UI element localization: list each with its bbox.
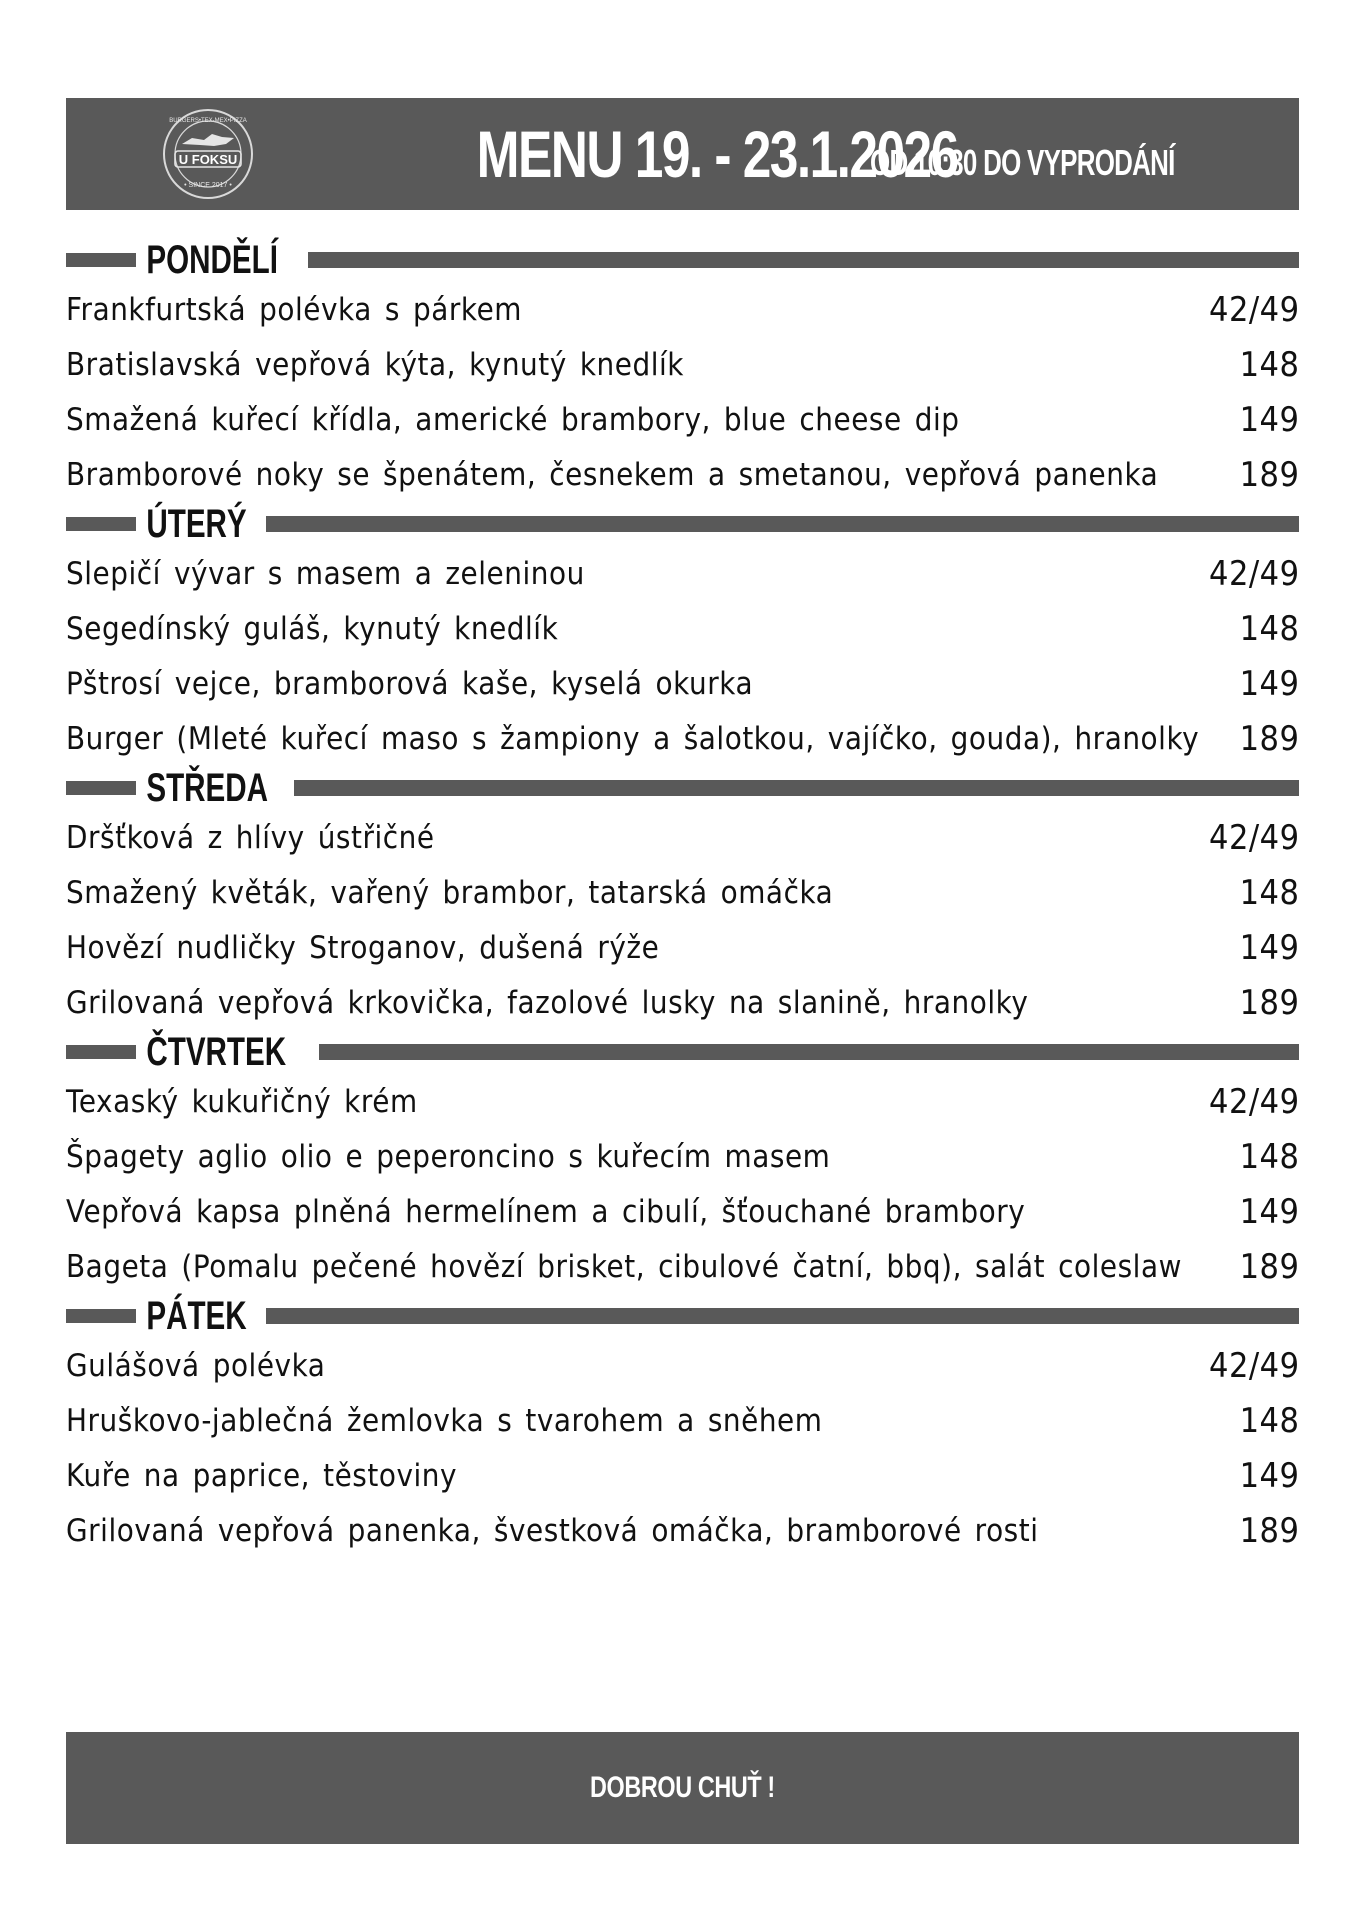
menu-subtitle: OD 10:30 DO VYPRODÁNÍ xyxy=(869,142,1175,183)
item-price: 149 xyxy=(1239,663,1299,704)
item-name: Vepřová kapsa plněná hermelínem a cibulí, šťouchané brambory xyxy=(66,1193,1026,1230)
item-price: 148 xyxy=(1239,872,1299,913)
menu-item xyxy=(66,1074,1299,1129)
item-name: Smažený květák, vařený brambor, tatarská omáčka xyxy=(66,874,834,911)
item-price: 148 xyxy=(1239,1400,1299,1441)
item-name: Bratislavská vepřová kýta, kynutý knedlík xyxy=(66,346,684,383)
item-name: Texaský kukuřičný krém xyxy=(66,1083,418,1120)
day-header xyxy=(66,1030,1299,1074)
divider xyxy=(66,517,136,531)
footer-text: DOBROU CHUŤ ! xyxy=(590,1771,775,1804)
menu-item xyxy=(66,392,1299,447)
item-price: 149 xyxy=(1239,927,1299,968)
item-name: Hovězí nudličky Stroganov, dušená rýže xyxy=(66,929,660,966)
header-banner xyxy=(66,98,1299,210)
logo-ring-text: BURGERS•TEX-MEX•PIZZA xyxy=(169,118,247,124)
menu-item xyxy=(66,656,1299,711)
item-name: Gulášová polévka xyxy=(66,1347,326,1384)
menu-item xyxy=(66,601,1299,656)
divider xyxy=(266,1308,1299,1324)
menu-item xyxy=(66,447,1299,502)
day-header xyxy=(66,502,1299,546)
menu-item xyxy=(66,1239,1299,1294)
menu-item xyxy=(66,337,1299,392)
item-price: 189 xyxy=(1239,718,1299,759)
menu-item xyxy=(66,1448,1299,1503)
menu-item xyxy=(66,1503,1299,1558)
item-price: 149 xyxy=(1239,399,1299,440)
item-price: 189 xyxy=(1239,1510,1299,1551)
item-name: Grilovaná vepřová panenka, švestková omáčka, bramborové rosti xyxy=(66,1512,1039,1549)
item-name: Pštrosí vejce, bramborová kaše, kyselá okurka xyxy=(66,665,754,702)
divider xyxy=(266,516,1299,532)
item-name: Hruškovo-jablečná žemlovka s tvarohem a sněhem xyxy=(66,1402,823,1439)
item-price: 149 xyxy=(1239,1191,1299,1232)
day-section xyxy=(66,766,1299,1030)
menu-title: MENU 19. - 23.1.2026 xyxy=(476,117,958,191)
day-section xyxy=(66,238,1299,502)
item-price: 42/49 xyxy=(1208,289,1299,330)
day-name: PONDĚLÍ xyxy=(146,237,278,282)
menu-item xyxy=(66,1184,1299,1239)
item-price: 42/49 xyxy=(1208,1345,1299,1386)
menu-item xyxy=(66,810,1299,865)
item-price: 148 xyxy=(1239,608,1299,649)
day-header xyxy=(66,766,1299,810)
divider xyxy=(308,252,1299,268)
item-name: Grilovaná vepřová krkovička, fazolové lusky na slanině, hranolky xyxy=(66,984,1029,1021)
divider xyxy=(294,780,1299,796)
item-name: Segedínský guláš, kynutý knedlík xyxy=(66,610,559,647)
menu-item xyxy=(66,865,1299,920)
day-header xyxy=(66,1294,1299,1338)
divider xyxy=(319,1044,1299,1060)
item-name: Bramborové noky se špenátem, česnekem a smetanou, vepřová panenka xyxy=(66,456,1159,493)
day-name: ČTVRTEK xyxy=(146,1029,287,1074)
day-section xyxy=(66,502,1299,766)
menu-item xyxy=(66,1338,1299,1393)
item-price: 148 xyxy=(1239,344,1299,385)
menu-item xyxy=(66,711,1299,766)
day-section xyxy=(66,1294,1299,1558)
day-name: STŘEDA xyxy=(146,765,269,810)
day-name: PÁTEK xyxy=(146,1293,247,1338)
menu-item xyxy=(66,920,1299,975)
divider xyxy=(66,1309,136,1323)
menu-item xyxy=(66,282,1299,337)
item-name: Smažená kuřecí křídla, americké brambory, blue cheese dip xyxy=(66,401,960,438)
item-price: 42/49 xyxy=(1208,1081,1299,1122)
item-price: 189 xyxy=(1239,454,1299,495)
item-name: Slepičí vývar s masem a zeleninou xyxy=(66,555,585,592)
item-price: 189 xyxy=(1239,982,1299,1023)
item-name: Burger (Mleté kuřecí maso s žampiony a šalotkou, vajíčko, gouda), hranolky xyxy=(66,720,1200,757)
item-name: Špagety aglio olio e peperoncino s kuřecím masem xyxy=(66,1138,831,1175)
item-price: 42/49 xyxy=(1208,553,1299,594)
item-name: Dršťková z hlívy ústřičné xyxy=(66,819,435,856)
fox-icon xyxy=(182,134,234,146)
item-price: 189 xyxy=(1239,1246,1299,1287)
menu-item xyxy=(66,546,1299,601)
divider xyxy=(66,781,136,795)
logo-since: • SINCE 2017 • xyxy=(184,182,232,189)
divider xyxy=(66,1045,136,1059)
day-name: ÚTERÝ xyxy=(146,501,247,546)
day-header xyxy=(66,238,1299,282)
item-name: Bageta (Pomalu pečené hovězí brisket, cibulové čatní, bbq), salát coleslaw xyxy=(66,1248,1182,1285)
item-price: 149 xyxy=(1239,1455,1299,1496)
item-price: 42/49 xyxy=(1208,817,1299,858)
day-section xyxy=(66,1030,1299,1294)
item-name: Frankfurtská polévka s párkem xyxy=(66,291,523,328)
item-price: 148 xyxy=(1239,1136,1299,1177)
logo-name: U FOKSU xyxy=(178,152,238,167)
divider xyxy=(66,253,136,267)
menu-days xyxy=(66,238,1299,1558)
menu-item xyxy=(66,975,1299,1030)
footer-banner xyxy=(66,1732,1299,1844)
menu-item xyxy=(66,1129,1299,1184)
u-foksu-logo xyxy=(152,104,264,204)
menu-item xyxy=(66,1393,1299,1448)
item-name: Kuře na paprice, těstoviny xyxy=(66,1457,458,1494)
